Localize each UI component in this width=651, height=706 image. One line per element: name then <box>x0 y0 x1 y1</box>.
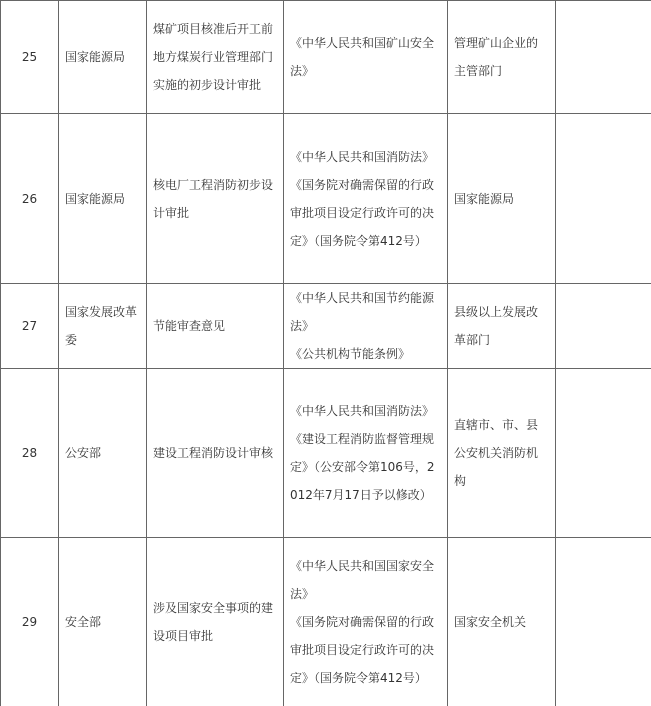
row-number: 26 <box>1 114 59 284</box>
row-number: 25 <box>1 1 59 114</box>
legal-basis-cell <box>284 369 448 538</box>
legal-basis-line: 《中华人民共和国消防法》 <box>290 143 441 171</box>
row-number: 28 <box>1 369 59 538</box>
note-cell <box>556 284 651 369</box>
department-cell: 公安部 <box>59 369 147 538</box>
note-cell <box>556 114 651 284</box>
table-row <box>1 369 651 538</box>
legal-basis-line: 《中华人民共和国国家安全法》 <box>290 552 441 608</box>
item-cell: 涉及国家安全事项的建设项目审批 <box>147 538 284 706</box>
authority-cell: 国家能源局 <box>448 114 556 284</box>
department-cell: 国家能源局 <box>59 114 147 284</box>
legal-basis-line: 《国务院对确需保留的行政审批项目设定行政许可的决定》（国务院令第412号） <box>290 608 441 692</box>
department-cell: 国家能源局 <box>59 1 147 114</box>
row-number: 29 <box>1 538 59 706</box>
legal-basis-line: 《中华人民共和国节约能源法》 <box>290 284 441 340</box>
item-cell: 建设工程消防设计审核 <box>147 369 284 538</box>
table-row <box>1 1 651 114</box>
authority-cell: 直辖市、市、县公安机关消防机构 <box>448 369 556 538</box>
legal-basis-line: 《中华人民共和国消防法》 <box>290 397 441 425</box>
department-cell: 安全部 <box>59 538 147 706</box>
legal-basis-line: 《公共机构节能条例》 <box>290 340 441 368</box>
note-cell <box>556 369 651 538</box>
authority-cell: 县级以上发展改革部门 <box>448 284 556 369</box>
legal-basis-line: 《建设工程消防监督管理规定》（公安部令第106号，2012年7月17日予以修改） <box>290 425 441 509</box>
legal-basis-cell <box>284 114 448 284</box>
note-cell <box>556 538 651 706</box>
legal-basis-cell <box>284 538 448 706</box>
authority-cell: 管理矿山企业的主管部门 <box>448 1 556 114</box>
item-cell: 煤矿项目核准后开工前地方煤炭行业管理部门实施的初步设计审批 <box>147 1 284 114</box>
table-row <box>1 538 651 706</box>
item-cell: 节能审查意见 <box>147 284 284 369</box>
item-cell: 核电厂工程消防初步设计审批 <box>147 114 284 284</box>
table-row <box>1 114 651 284</box>
row-number: 27 <box>1 284 59 369</box>
legal-basis-cell <box>284 284 448 369</box>
legal-basis-cell <box>284 1 448 114</box>
authority-cell: 国家安全机关 <box>448 538 556 706</box>
legal-basis-line: 《国务院对确需保留的行政审批项目设定行政许可的决定》（国务院令第412号） <box>290 171 441 255</box>
note-cell <box>556 1 651 114</box>
table-row <box>1 284 651 369</box>
legal-basis-line: 《中华人民共和国矿山安全法》 <box>290 29 441 85</box>
department-cell: 国家发展改革委 <box>59 284 147 369</box>
